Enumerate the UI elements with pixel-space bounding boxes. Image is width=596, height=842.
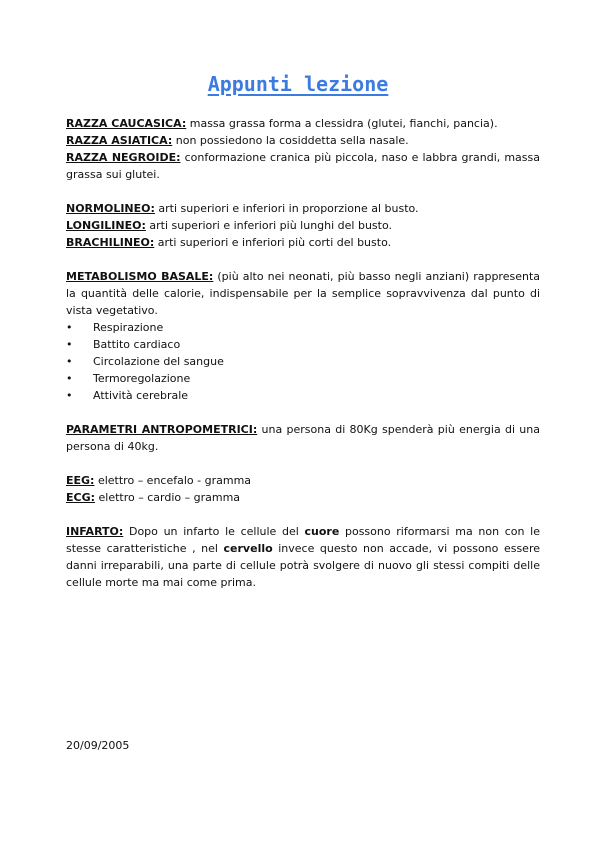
term-label: INFARTO:: [66, 525, 124, 538]
razza-caucasica-paragraph: [66, 115, 540, 132]
list-item: [66, 336, 540, 353]
brachilineo-paragraph: [66, 234, 540, 251]
term-label: EEG:: [66, 474, 95, 487]
definition-text: arti superiori e inferiori più lunghi del busto.: [145, 219, 392, 232]
definition-text: invece questo non accade, vi possono essere danni irreparabili, una parte di cellule potrà svolgere di nuovo gli stessi compiti delle cellule morte ma mai come prima.: [66, 542, 540, 589]
bullet-icon: •: [66, 372, 73, 385]
bold-word: cervello: [223, 542, 273, 555]
bullet-icon: •: [66, 355, 73, 368]
document-date: 20/09/2005: [66, 739, 130, 752]
eeg-paragraph: [66, 472, 540, 489]
list-item-text: Attività cerebrale: [93, 389, 189, 402]
definition-text: arti superiori e inferiori in proporzione al busto.: [154, 202, 419, 215]
list-item: [66, 387, 540, 404]
list-item: [66, 370, 540, 387]
bullet-icon: •: [66, 338, 73, 351]
definition-text: (più alto nei neonati, più basso negli anziani) rappresenta la quantità delle calorie, indispensabile per la semplice sopravvivenza dal punto di vista vegetativo.: [66, 270, 540, 317]
term-label: NORMOLINEO:: [66, 202, 155, 215]
bullet-icon: •: [66, 389, 73, 402]
bold-word: cuore: [304, 525, 340, 538]
term-label: RAZZA NEGROIDE:: [66, 151, 181, 164]
term-label: RAZZA CAUCASICA:: [66, 117, 187, 130]
term-label: METABOLISMO BASALE:: [66, 270, 214, 283]
definition-text: elettro – encefalo - gramma: [94, 474, 252, 487]
spacer: [66, 183, 540, 200]
term-label: PARAMETRI ANTROPOMETRICI:: [66, 423, 258, 436]
definition-text: arti superiori e inferiori più corti del busto.: [154, 236, 392, 249]
razza-negroide-paragraph: [66, 149, 540, 183]
spacer: [66, 455, 540, 472]
list-item: [66, 319, 540, 336]
parametri-paragraph: [66, 421, 540, 455]
list-item-text: Termoregolazione: [93, 372, 191, 385]
definition-text: massa grassa forma a clessidra (glutei, fianchi, pancia).: [186, 117, 498, 130]
spacer: [66, 506, 540, 523]
normolineo-paragraph: [66, 200, 540, 217]
notes-body: [66, 115, 540, 591]
longilineo-paragraph: [66, 217, 540, 234]
razza-asiatica-paragraph: [66, 132, 540, 149]
definition-text: conformazione cranica più piccola, naso e labbra grandi, massa grassa sui glutei.: [66, 151, 540, 181]
list-item-text: Circolazione del sangue: [93, 355, 224, 368]
definition-text: Dopo un infarto le cellule del: [123, 525, 305, 538]
term-label: BRACHILINEO:: [66, 236, 155, 249]
term-label: RAZZA ASIATICA:: [66, 134, 173, 147]
definition-text: non possiedono la cosiddetta sella nasale.: [172, 134, 409, 147]
definition-text: una persona di 80Kg spenderà più energia di una persona di 40kg.: [66, 423, 540, 453]
metabolismo-list: [66, 319, 540, 404]
definition-text: possono riformarsi ma non con le stesse caratteristiche , nel: [66, 525, 540, 555]
spacer: [66, 404, 540, 421]
list-item-text: Battito cardiaco: [93, 338, 181, 351]
ecg-paragraph: [66, 489, 540, 506]
bullet-icon: •: [66, 321, 73, 334]
term-label: ECG:: [66, 491, 96, 504]
infarto-paragraph: [66, 523, 540, 591]
spacer: [66, 251, 540, 268]
page-title: Appunti lezione: [207, 72, 389, 96]
definition-text: elettro – cardio – gramma: [95, 491, 241, 504]
list-item: [66, 353, 540, 370]
metabolismo-paragraph: [66, 268, 540, 319]
term-label: LONGILINEO:: [66, 219, 146, 232]
list-item-text: Respirazione: [93, 321, 164, 334]
